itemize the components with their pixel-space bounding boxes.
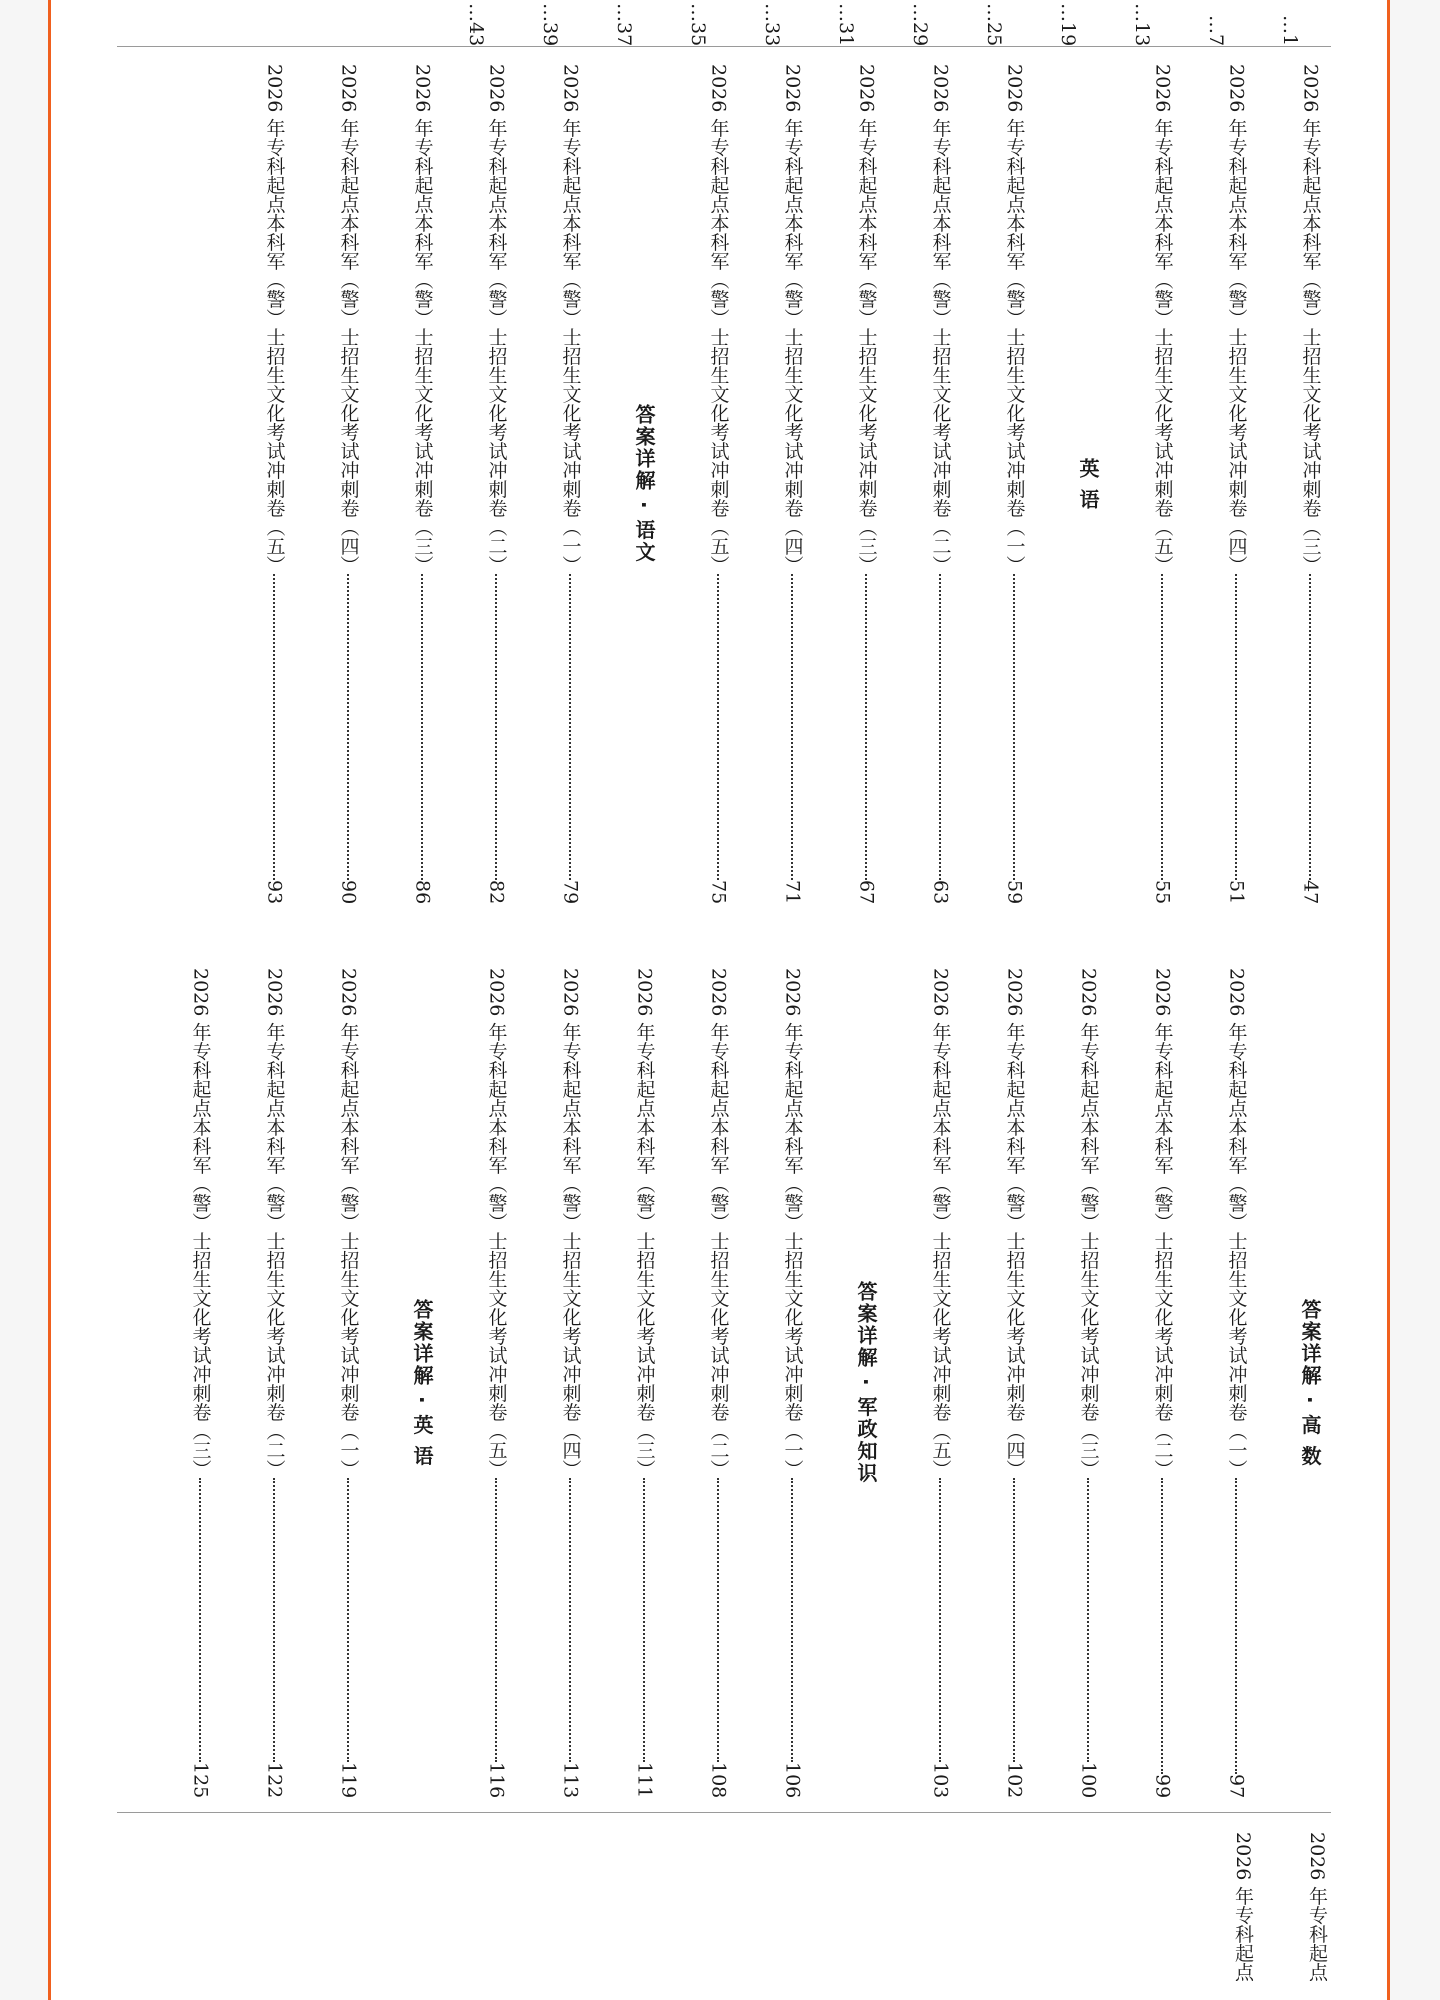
dot-leader <box>1161 574 1163 879</box>
toc-entry-title: 2026 年专科起点本科军（警）士招生文化考试冲刺卷（五） <box>263 64 286 575</box>
strip-page-number: …37 <box>613 2 635 46</box>
toc-entry-page: 102 <box>1003 1761 1026 1798</box>
dot-leader <box>643 1478 645 1761</box>
section-heading <box>623 64 665 904</box>
toc-entry <box>1067 968 1109 1798</box>
toc-entry-title: 2026 年专科起点本科军（警）士招生文化考试冲刺卷（三） <box>1077 968 1100 1479</box>
section-heading <box>845 968 887 1798</box>
toc-entry <box>993 64 1035 904</box>
toc-entry <box>327 968 369 1798</box>
dot-leader <box>717 574 719 879</box>
toc-entry-page: 93 <box>263 879 286 904</box>
toc-entry <box>549 968 591 1798</box>
toc-entry-title: 2026 年专科起点本科军（警）士招生文化考试冲刺卷（五） <box>1151 64 1174 575</box>
toc-entry-page: 59 <box>1003 879 1026 904</box>
strip-page-number: …1 <box>1279 14 1301 46</box>
section-heading <box>1289 968 1331 1798</box>
toc-entry-title: 2026 年专科起点本科军（警）士招生文化考试冲刺卷（三） <box>411 64 434 575</box>
strip-page-number: …29 <box>909 2 931 46</box>
toc-page <box>48 0 1390 2000</box>
dot-leader <box>199 1478 201 1761</box>
toc-entry <box>1215 968 1257 1798</box>
toc-entry-page: 103 <box>929 1761 952 1798</box>
toc-entry-page: 97 <box>1225 1773 1248 1798</box>
strip-page-number: …35 <box>687 2 709 46</box>
toc-entry <box>771 968 813 1798</box>
toc-entry-page: 125 <box>189 1761 212 1798</box>
dot-leader <box>939 574 941 879</box>
dot-leader <box>569 1478 571 1761</box>
toc-entry <box>623 968 665 1798</box>
toc-entry <box>1289 64 1331 904</box>
dot-leader <box>791 1478 793 1761</box>
toc-entry <box>253 64 295 904</box>
toc-entry <box>475 968 517 1798</box>
dot-leader <box>347 574 349 879</box>
toc-entry <box>549 64 591 904</box>
toc-entry-page: 111 <box>633 1761 656 1798</box>
toc-entry <box>1215 64 1257 904</box>
toc-entry-page: 108 <box>707 1761 730 1798</box>
toc-entry-title: 2026 年专科起点本科军（警）士招生文化考试冲刺卷（三） <box>189 968 212 1479</box>
dot-leader <box>347 1478 349 1761</box>
toc-entry-page: 119 <box>337 1761 360 1798</box>
section-heading-text: 答案详解 · 军政知识 <box>854 1281 878 1485</box>
toc-entry-title: 2026 年专科起点本科军（警）士招生文化考试冲刺卷（五） <box>707 64 730 575</box>
toc-entry-page: 113 <box>559 1761 582 1798</box>
section-heading-text: 英 语 <box>1076 457 1100 511</box>
strip-page-number: …13 <box>1131 2 1153 46</box>
dot-leader <box>939 1478 941 1761</box>
toc-entry <box>327 64 369 904</box>
dot-leader <box>1161 1478 1163 1773</box>
strip-page-number: …33 <box>761 2 783 46</box>
section-heading-text: 答案详解 · 语文 <box>632 404 656 564</box>
dot-leader <box>495 1478 497 1761</box>
toc-entry-title: 2026 年专科起点本科军（警）士招生文化考试冲刺卷（三） <box>855 64 878 575</box>
toc-entry <box>1141 64 1183 904</box>
dot-leader <box>791 574 793 879</box>
toc-entry-title: 2026 年专科起点本科军（警）士招生文化考试冲刺卷（二） <box>485 64 508 575</box>
toc-entry-title: 2026 年专科起点本科军（警）士招生文化考试冲刺卷（三） <box>633 968 656 1479</box>
toc-entry-title: 2026 年专科起点本科军（警）士招生文化考试冲刺卷（二） <box>263 968 286 1479</box>
toc-entry-title: 2026 年专科起点本科军（警）士招生文化考试冲刺卷（一） <box>1003 64 1026 575</box>
toc-entry-title: 2026 年专科起点本科军（警）士招生文化考试冲刺卷（五） <box>929 968 952 1479</box>
dot-leader <box>865 574 867 879</box>
toc-entry-page: 116 <box>485 1761 508 1798</box>
strip-page-number: …19 <box>1057 2 1079 46</box>
toc-entry <box>401 64 443 904</box>
bottom-divider <box>117 1812 1331 1813</box>
dot-leader <box>1013 1478 1015 1761</box>
dot-leader <box>717 1478 719 1761</box>
dot-leader <box>1087 1478 1089 1761</box>
strip-page-number: …31 <box>835 2 857 46</box>
toc-entry-page: 63 <box>929 879 952 904</box>
toc-entry <box>253 968 295 1798</box>
section-heading <box>1067 64 1109 904</box>
toc-entry <box>771 64 813 904</box>
dot-leader <box>421 574 423 879</box>
toc-entry <box>993 968 1035 1798</box>
toc-entry <box>475 64 517 904</box>
section-heading-text: 答案详解 · 高 数 <box>1298 1298 1322 1468</box>
toc-entry-page: 51 <box>1225 879 1248 904</box>
toc-entry-title: 2026 年专科起点本科军（警）士招生文化考试冲刺卷（二） <box>1151 968 1174 1479</box>
strip-page-number: …39 <box>539 2 561 46</box>
toc-entry-title: 2026 年专科起点本科军（警）士招生文化考试冲刺卷（一） <box>559 64 582 575</box>
toc-entry <box>697 968 739 1798</box>
toc-entry-title: 2026 年专科起点本科军（警）士招生文化考试冲刺卷（一） <box>1225 968 1248 1479</box>
toc-entry-page: 71 <box>781 879 804 904</box>
toc-entry-title: 2026 年专科起点本科军（警）士招生文化考试冲刺卷（四） <box>337 64 360 575</box>
dot-leader <box>273 1478 275 1761</box>
toc-entry <box>845 64 887 904</box>
toc-entry-page: 90 <box>337 879 360 904</box>
toc-entry <box>697 64 739 904</box>
toc-entry-page: 86 <box>411 879 434 904</box>
dot-leader <box>1235 574 1237 879</box>
toc-entry-title: 2026 年专科起点本科军（警）士招生文化考试冲刺卷（三） <box>1299 64 1322 575</box>
dot-leader <box>495 574 497 879</box>
toc-entry <box>919 64 961 904</box>
toc-entry-title: 2026 年专科起点本科军（警）士招生文化考试冲刺卷（四） <box>1003 968 1026 1479</box>
toc-entry-title: 2026 年专科起点本科军（警）士招生文化考试冲刺卷（五） <box>485 968 508 1479</box>
toc-entry-page: 122 <box>263 1761 286 1798</box>
strip-page-number: …43 <box>465 2 487 46</box>
toc-entry-title: 2026 年专科起点本科军（警）士招生文化考试冲刺卷（一） <box>337 968 360 1479</box>
toc-entry-title: 2026 年专科起点本科军（警）士招生文化考试冲刺卷（四） <box>781 64 804 575</box>
section-heading <box>401 968 443 1798</box>
dot-leader <box>1235 1478 1237 1773</box>
toc-entry-title: 2026 年专科起点本科军（警）士招生文化考试冲刺卷（四） <box>1225 64 1248 575</box>
toc-entry-page: 82 <box>485 879 508 904</box>
toc-entry-page: 99 <box>1151 1773 1174 1798</box>
dot-leader <box>273 574 275 879</box>
strip-page-number: …7 <box>1205 14 1227 46</box>
section-heading-text: 答案详解 · 英 语 <box>410 1298 434 1468</box>
toc-entry <box>1141 968 1183 1798</box>
toc-entry-title: 2026 年专科起点本科军（警）士招生文化考试冲刺卷（二） <box>707 968 730 1479</box>
toc-entry-title: 2026 年专科起点本科军（警）士招生文化考试冲刺卷（四） <box>559 968 582 1479</box>
toc-entry-page: 100 <box>1077 1761 1100 1798</box>
toc-entry-page: 47 <box>1299 879 1322 904</box>
strip-page-number: …25 <box>983 2 1005 46</box>
toc-entry <box>179 968 221 1798</box>
top-divider <box>117 46 1331 47</box>
toc-entry-page: 75 <box>707 879 730 904</box>
toc-entry-page: 79 <box>559 879 582 904</box>
cutoff-entry: 2026 年专科起点 <box>1232 1832 1254 1982</box>
toc-entry-page: 55 <box>1151 879 1174 904</box>
dot-leader <box>1013 574 1015 879</box>
toc-entry-title: 2026 年专科起点本科军（警）士招生文化考试冲刺卷（二） <box>929 64 952 575</box>
toc-entry-page: 106 <box>781 1761 804 1798</box>
dot-leader <box>1309 574 1311 879</box>
toc-entry-title: 2026 年专科起点本科军（警）士招生文化考试冲刺卷（一） <box>781 968 804 1479</box>
dot-leader <box>569 574 571 879</box>
toc-entry-page: 67 <box>855 879 878 904</box>
toc-entry <box>919 968 961 1798</box>
cutoff-entry: 2026 年专科起点 <box>1306 1832 1328 1982</box>
